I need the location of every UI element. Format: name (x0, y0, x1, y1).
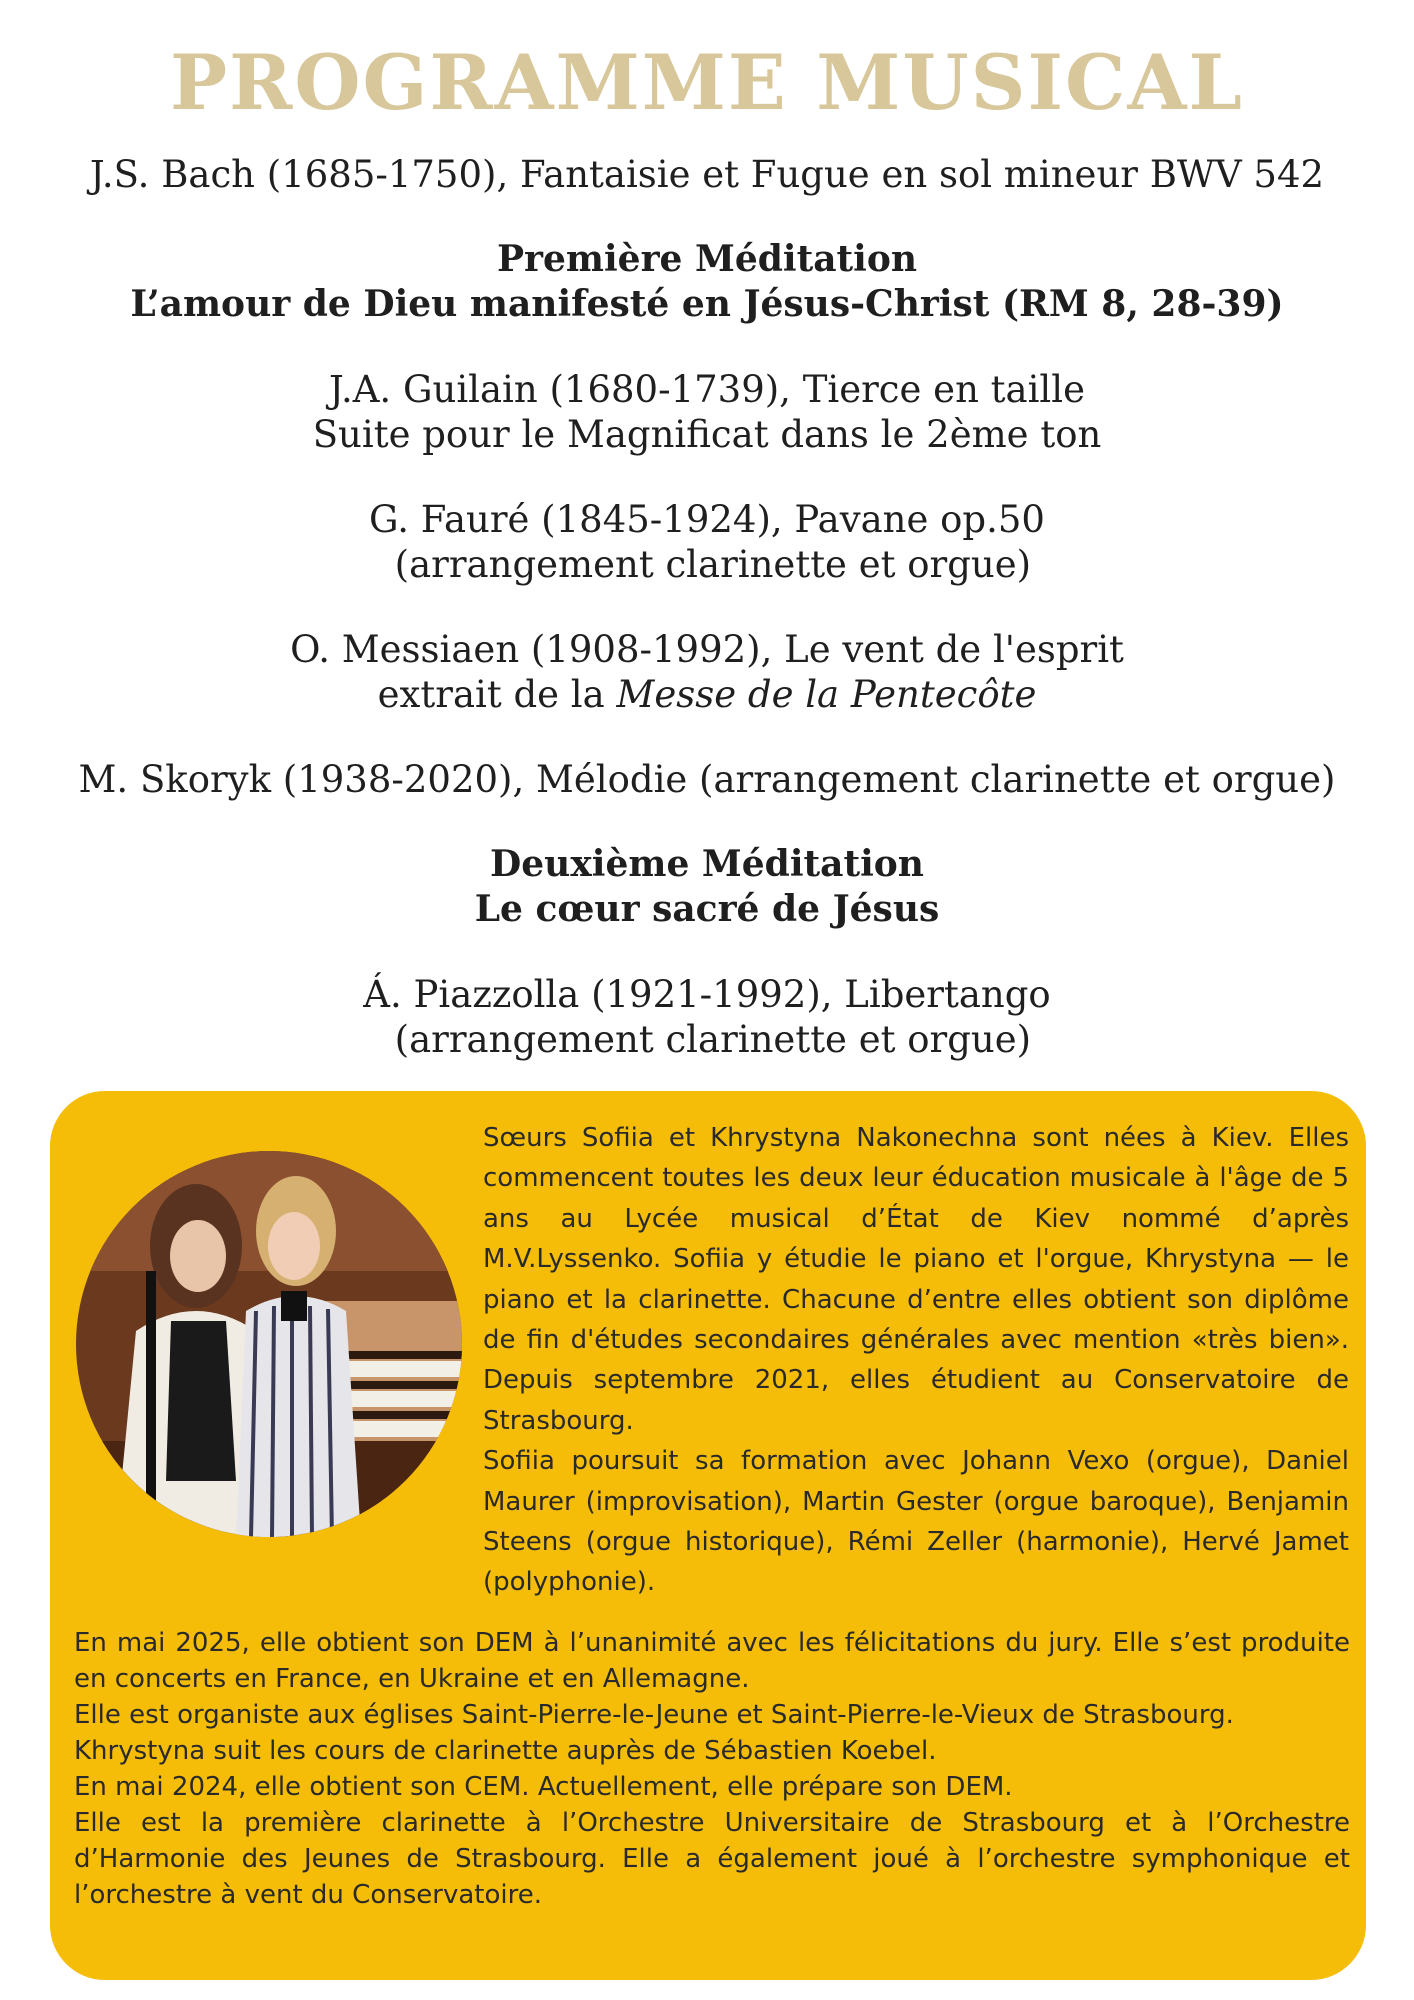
program-line: O. Messiaen (1908-1992), Le vent de l'esprit (290, 628, 1124, 671)
bio-paragraph: Elle est organiste aux églises Saint-Pierre-le-Jeune et Saint-Pierre-le-Vieux de Strasbourg. (74, 1700, 1234, 1730)
meditation-subtitle: L’amour de Dieu manifesté en Jésus-Christ (RM 8, 28-39) (130, 283, 1284, 325)
meditation-heading-2 (0, 842, 1414, 932)
bio-paragraph: Elle est la première clarinette à l’Orchestre Universitaire de Strasbourg et à l’Orchestre d’Harmonie des Jeunes de Strasbourg. Elle a également joué à l’orchestre symphonique et l’orchestre à vent du Conservatoire. (74, 1808, 1350, 1910)
bio-details (74, 1625, 1350, 1913)
meditation-heading-1 (0, 237, 1414, 327)
performers-photo (76, 1151, 462, 1537)
program-line: Suite pour le Magnificat dans le 2ème ton (312, 413, 1102, 456)
bio-card (50, 1091, 1366, 1980)
program-item-messiaen (0, 627, 1414, 717)
page-title: PROGRAMME MUSICAL (170, 38, 1244, 127)
program-line: extrait de la Messe de la Pentecôte (377, 673, 1037, 716)
work-title: Messe de la Pentecôte (616, 673, 1037, 716)
bio-paragraph: En mai 2025, elle obtient son DEM à l’unanimité avec les félicitations du jury. Elle s’est produite en concerts en France, en Ukraine et en Allemagne. (74, 1628, 1350, 1694)
program-line: M. Skoryk (1938-2020), Mélodie (arrangement clarinette et orgue) (78, 758, 1336, 801)
program-line: (arrangement clarinette et orgue) (382, 1018, 1032, 1061)
program-line: J.S. Bach (1685-1750), Fantaisie et Fugue en sol mineur BWV 542 (89, 153, 1325, 196)
bio-paragraph: Khrystyna suit les cours de clarinette auprès de Sébastien Koebel. (74, 1736, 937, 1766)
bio-paragraph: En mai 2024, elle obtient son CEM. Actuellement, elle prépare son DEM. (74, 1772, 1013, 1802)
program-item-bach (0, 152, 1414, 197)
bio-paragraph: Sœurs Sofiia et Khrystyna Nakonechna sont nées à Kiev. Elles commencent toutes les deux leur éducation musicale à l'âge de 5 ans au Lycée musical d’État de Kiev nommé d’après M.V.Lyssenko. Sofiia y étudie le piano et l'orgue, Khrystyna — le piano et la clarinette. Chacune d’entre elles obtient son diplôme de fin d'études secondaires générales avec mention «très bien». Depuis septembre 2021, elles étudient au Conservatoire de Strasbourg. (483, 1123, 1349, 1436)
program-line: Á. Piazzolla (1921-1992), Libertango (363, 973, 1051, 1016)
program-item-faure (0, 497, 1414, 587)
program-item-piazzolla (0, 972, 1414, 1062)
program-item-guilain (0, 367, 1414, 457)
program-line: G. Fauré (1845-1924), Pavane op.50 (369, 498, 1045, 541)
meditation-title: Première Méditation (496, 238, 918, 280)
bio-paragraph: Sofiia poursuit sa formation avec Johann Vexo (orgue), Daniel Maurer (improvisation), Martin Gester (orgue baroque), Benjamin Steens (orgue historique), Rémi Zeller (harmonie), Hervé Jamet (polyphonie). (483, 1446, 1349, 1598)
photo-illustration (76, 1151, 462, 1537)
meditation-subtitle: Le cœur sacré de Jésus (474, 888, 940, 930)
program-item-skoryk (0, 757, 1414, 802)
program-list (0, 152, 1414, 1102)
meditation-title: Deuxième Méditation (490, 843, 924, 885)
program-line: (arrangement clarinette et orgue) (382, 543, 1032, 586)
program-line: J.A. Guilain (1680-1739), Tierce en taille (328, 368, 1085, 411)
bio-intro (483, 1118, 1349, 1603)
